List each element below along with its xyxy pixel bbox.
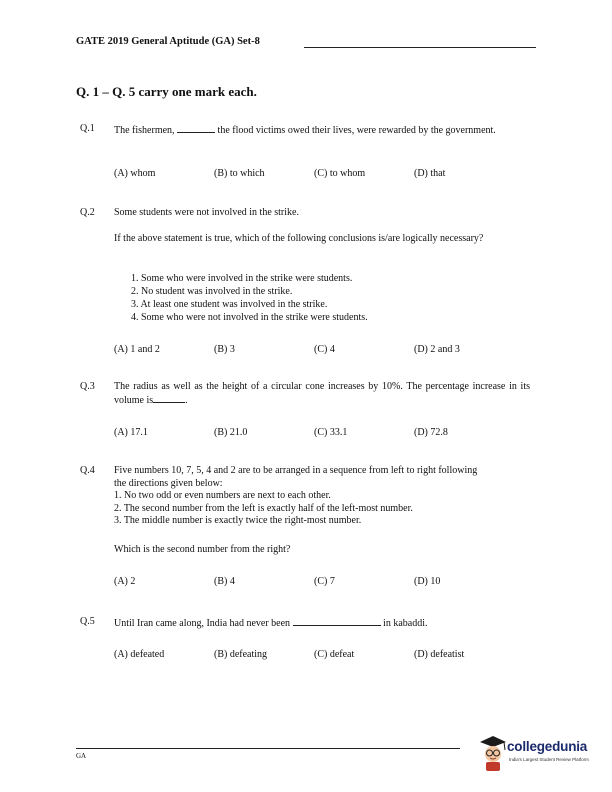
q3-text	[114, 381, 530, 407]
footer-rule	[76, 748, 460, 749]
q4-line: 1. No two odd or even numbers are next to each other.	[114, 490, 331, 502]
q4-option-a: (A) 2	[114, 576, 136, 587]
q3-number: Q.3	[80, 381, 95, 392]
graduate-mascot-icon	[478, 732, 508, 772]
q4-option-d: (D) 10	[414, 576, 441, 587]
q3-option-d: (D) 72.8	[414, 427, 448, 438]
q2-list	[131, 272, 368, 324]
q3-text-line1: The radius as well as the height of a circular cone increases by 10%. The percentage	[114, 381, 469, 392]
q5-blank	[293, 616, 381, 626]
q4-option-b: (B) 4	[214, 576, 235, 587]
q4-text	[114, 465, 530, 528]
q5-option-d: (D) defeatist	[414, 649, 465, 660]
q5-text-end: in kabaddi.	[383, 618, 428, 629]
q4-number: Q.4	[80, 465, 95, 476]
q1-text-start: The fishermen,	[114, 125, 175, 136]
q1-option-b: (B) to which	[214, 168, 265, 179]
q4-line: Five numbers 10, 7, 5, 4 and 2 are to be arranged in a sequence from left to right following	[114, 465, 478, 476]
q1-number: Q.1	[80, 123, 95, 134]
q4-line: the directions given below:	[114, 477, 223, 489]
q2-option-c: (C) 4	[314, 344, 335, 355]
logo-tagline: India's Largest Student Review Platform	[509, 757, 589, 762]
q2-prompt	[114, 233, 530, 245]
header-rule	[304, 47, 536, 48]
q1-blank	[177, 123, 215, 133]
q4-line: 3. The middle number is exactly twice the right-most number.	[114, 515, 362, 527]
q1-text-end: government.	[445, 125, 496, 136]
logo-wordmark: collegedunia	[507, 739, 588, 754]
q5-option-c: (C) defeat	[314, 649, 355, 660]
footer-label: GA	[76, 752, 87, 760]
q2-option-a: (A) 1 and 2	[114, 344, 160, 355]
q2-prompt-line2: necessary?	[440, 233, 484, 244]
q3-option-b: (B) 21.0	[214, 427, 248, 438]
q3-option-c: (C) 33.1	[314, 427, 348, 438]
q5-number: Q.5	[80, 616, 95, 627]
q2-list-item: 2. No student was involved in the strike.	[131, 286, 293, 297]
q2-number: Q.2	[80, 207, 95, 218]
q2-list-item: 3. At least one student was involved in the strike.	[131, 299, 328, 310]
q2-prompt-line1: If the above statement is true, which of the following conclusions is/are logically	[114, 233, 438, 244]
q3-text-end: .	[185, 395, 188, 406]
q5-option-b: (B) defeating	[214, 649, 268, 660]
q2-option-d: (D) 2 and 3	[414, 344, 460, 355]
q1-text	[114, 123, 530, 137]
section-title: Q. 1 – Q. 5 carry one mark each.	[76, 84, 257, 99]
q3-text-line2: increase in its volume is	[114, 381, 530, 406]
page-header-title: GATE 2019 General Aptitude (GA) Set-8	[76, 36, 260, 47]
q5-option-a: (A) defeated	[114, 649, 165, 660]
q1-option-d: (D) that	[414, 168, 446, 179]
q4-question: Which is the second number from the right?	[114, 544, 291, 555]
q5-text-start: Until Iran came along, India had never been	[114, 618, 291, 629]
q5-text	[114, 616, 534, 630]
q1-option-a: (A) whom	[114, 168, 156, 179]
q3-blank	[153, 393, 185, 403]
q4-line: 2. The second number from the left is exactly half of the left-most number.	[114, 502, 413, 514]
q3-option-a: (A) 17.1	[114, 427, 148, 438]
q2-statement: Some students were not involved in the strike.	[114, 207, 299, 218]
q1-text-middle: the flood victims owed their lives, were rewarded by the	[217, 125, 444, 136]
q4-option-c: (C) 7	[314, 576, 335, 587]
q2-option-b: (B) 3	[214, 344, 235, 355]
q2-list-item: 4. Some who were not involved in the strike were students.	[131, 312, 368, 323]
q1-option-c: (C) to whom	[314, 168, 366, 179]
q2-list-item: 1. Some who were involved in the strike were students.	[131, 273, 353, 284]
